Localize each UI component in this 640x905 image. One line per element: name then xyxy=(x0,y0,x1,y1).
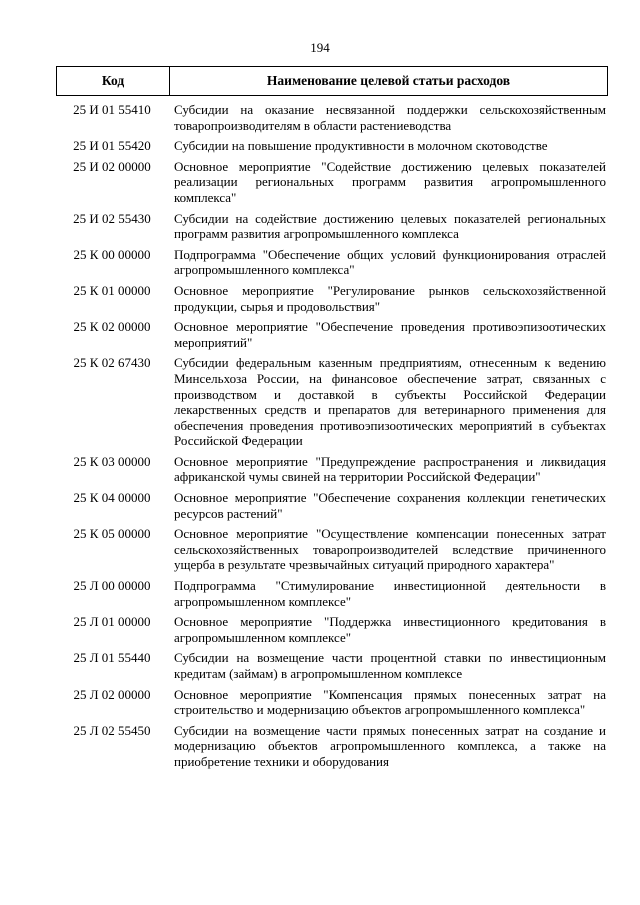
table-row xyxy=(56,319,608,350)
row-code: 25 Л 01 00000 xyxy=(73,614,151,630)
table-body xyxy=(56,102,608,770)
row-name: Субсидии на содействие достижению целевых показателей региональных программ развития агропромышленного комплекса xyxy=(174,210,606,242)
row-name: Подпрограмма "Обеспечение общих условий функционирования отраслей агропромышленного комплекса" xyxy=(174,246,606,278)
header-code: Код xyxy=(57,67,170,95)
header-name: Наименование целевой статьи расходов xyxy=(266,73,511,88)
row-name: Субсидии на повышение продуктивности в молочном скотоводстве xyxy=(174,138,548,154)
row-code: 25 И 01 55420 xyxy=(73,138,151,154)
table-row xyxy=(56,490,608,521)
table-row xyxy=(56,454,608,485)
row-code: 25 Л 02 00000 xyxy=(73,686,151,702)
row-name: Основное мероприятие "Обеспечение сохранения коллекции генетических ресурсов растений" xyxy=(174,490,606,521)
row-code: 25 К 05 00000 xyxy=(73,526,151,542)
table-row xyxy=(56,138,608,154)
table-row xyxy=(56,723,608,770)
row-name: Основное мероприятие "Компенсация прямых понесенных затрат на строительство и модернизацию объектов агропромышленного комплекса" xyxy=(174,686,606,718)
row-name: Основное мероприятие "Предупреждение распространения и ликвидация африканской чумы свиней на территории Российской Федерации" xyxy=(174,453,606,485)
row-name: Субсидии федеральным казенным предприятиям, отнесенным к ведению Минсельхоза России, на финансовое обеспечение затрат, связанных с производством и доставкой в субъекты Российской Федерации лекарственных средств и препаратов для ветеринарного применения для обеспечения проведения противоэпизоотических мероприятий в субъектах Российской Федерации xyxy=(174,355,606,449)
table-row xyxy=(56,355,608,449)
row-name: Основное мероприятие "Обеспечение проведения противоэпизоотических мероприятий" xyxy=(174,319,606,350)
row-name: Субсидии на возмещение части прямых понесенных затрат на создание и модернизацию объектов агропромышленного комплекса, а также на приобретение техники и оборудования xyxy=(174,722,606,769)
table-row xyxy=(56,650,608,681)
row-code: 25 К 01 00000 xyxy=(73,282,151,298)
row-code: 25 К 03 00000 xyxy=(73,453,151,469)
table-header xyxy=(56,66,608,96)
row-name: Субсидии на возмещение части процентной ставки по инвестиционным кредитам (займам) в агропромышленном комплексе xyxy=(174,650,606,681)
table-row xyxy=(56,526,608,573)
row-code: 25 К 04 00000 xyxy=(73,490,151,506)
row-name: Основное мероприятие "Осуществление компенсации понесенных затрат сельскохозяйственных товаропроизводителей вследствие причиненного ущерба в результате чрезвычайных ситуаций природного характера" xyxy=(174,526,606,573)
page-number: 194 xyxy=(310,40,330,55)
row-code: 25 И 02 55430 xyxy=(73,210,151,226)
row-code: 25 И 01 55410 xyxy=(73,102,151,117)
table-row xyxy=(56,159,608,206)
table-row xyxy=(56,247,608,278)
table-row xyxy=(56,283,608,314)
row-name: Основное мероприятие "Поддержка инвестиционного кредитования в агропромышленном комплексе" xyxy=(174,614,606,645)
table-row xyxy=(56,578,608,609)
budget-table xyxy=(56,66,608,775)
row-code: 25 К 02 00000 xyxy=(73,319,151,335)
table-row xyxy=(56,102,608,133)
row-code: 25 Л 01 55440 xyxy=(73,650,151,666)
table-row xyxy=(56,614,608,645)
row-name: Основное мероприятие "Содействие достижению целевых показателей реализации региональных программ развития агропромышленного комплекса" xyxy=(174,158,606,205)
row-code: 25 К 00 00000 xyxy=(73,246,151,262)
row-code: 25 И 02 00000 xyxy=(73,158,151,174)
row-name: Подпрограмма "Стимулирование инвестиционной деятельности в агропромышленном комплексе" xyxy=(174,578,606,609)
row-code: 25 К 02 67430 xyxy=(73,355,151,371)
table-row xyxy=(56,211,608,242)
row-code: 25 Л 02 55450 xyxy=(73,722,151,738)
table-row xyxy=(56,687,608,718)
row-code: 25 Л 00 00000 xyxy=(73,578,151,594)
row-name: Субсидии на оказание несвязанной поддержки сельскохозяйственным товаропроизводителям в области растениеводства xyxy=(174,102,606,133)
row-name: Основное мероприятие "Регулирование рынков сельскохозяйственной продукции, сырья и продовольствия" xyxy=(174,282,606,314)
